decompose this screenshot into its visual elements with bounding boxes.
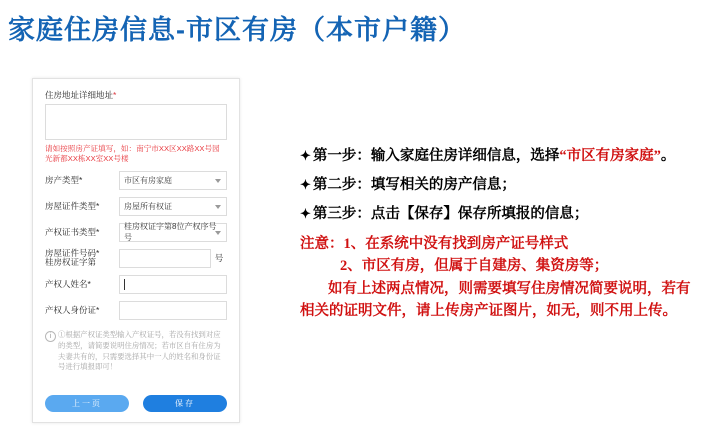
form-note-text: ①根据产权证类型输入产权证号，若没有找到对应的类型，请简要说明住房情况；若市区自有住房为夫妻共有的，只需要选择其中一人的姓名和身份证号进行填报即可！ [58, 330, 221, 372]
form-button-row [45, 395, 227, 412]
cert-number-input[interactable] [119, 249, 211, 268]
field-row-ownership-type [45, 223, 227, 242]
ownership-type-label: 产权证书类型* [45, 226, 100, 237]
notice-line-2: 2、市区有房，但属于自建房、集资房等； [340, 258, 609, 275]
cert-type-select[interactable] [119, 197, 227, 216]
instruction-step-1: ✦ 第一步：输入家庭住房详细信息，选择“市区有房家庭”。 [300, 148, 676, 164]
field-row-cert-number [45, 249, 227, 269]
field-row-owner-name [45, 275, 227, 294]
cert-number-suffix: 号 [214, 253, 224, 264]
notice-paragraph: 如有上述两点情况，则需要填写住房情况简要说明，若有相关的证明文件，请上传房产证图片，如无，则不用上传。 [300, 280, 691, 320]
cert-number-label: 房屋证件号码* 桂房权证字第 [45, 247, 100, 268]
save-button[interactable]: 保存 [143, 395, 227, 412]
address-required-mark: * [113, 90, 117, 100]
field-row-cert-type [45, 197, 227, 216]
owner-name-input[interactable] [119, 275, 227, 294]
address-warning-text: 请如按照房产证填写，如：南宁市XX区XX路XX号园光新都XX栋XX室XX号楼 [45, 144, 220, 164]
instruction-step-2: ✦ 第二步：填写相关的房产信息； [300, 177, 516, 193]
info-icon: i [45, 331, 56, 342]
owner-id-label: 产权人身份证* [45, 305, 100, 316]
address-label-text: 住房地址详细地址 [45, 90, 114, 100]
cert-type-label: 房屋证件类型* [45, 200, 100, 211]
address-textarea[interactable] [45, 104, 227, 140]
field-row-owner-id [45, 301, 227, 320]
text-cursor [124, 279, 125, 290]
ownership-type-select[interactable] [119, 223, 227, 242]
bullet-icon: ✦ [300, 148, 311, 163]
cert-number-prefix: 桂房权证字第 [45, 257, 97, 268]
notice-block [300, 233, 692, 323]
bullet-icon: ✦ [300, 206, 311, 221]
form-note [45, 330, 227, 373]
owner-id-input[interactable] [119, 301, 227, 320]
bullet-icon: ✦ [300, 177, 311, 192]
page-title: 家庭住房信息-市区有房（本市户籍） [8, 15, 466, 45]
house-type-label: 房产类型* [45, 174, 83, 185]
address-label [45, 89, 227, 101]
house-type-value: 市区有房家庭 [124, 175, 172, 185]
instructions-panel [300, 142, 692, 323]
cert-type-value: 房屋所有权证 [124, 201, 172, 211]
field-row-house-type [45, 171, 227, 190]
notice-line-1: 注意：1、在系统中没有找到房产证号样式 [300, 236, 569, 252]
housing-form-panel [32, 78, 240, 423]
ownership-type-value: 桂房权证字第8位产权序号号 [124, 222, 217, 242]
owner-name-label: 产权人姓名* [45, 279, 91, 290]
house-type-select[interactable] [119, 171, 227, 190]
instruction-step-3: ✦ 第三步：点击【保存】保存所填报的信息； [300, 206, 589, 222]
step1-highlight: “市区有房家庭” [559, 148, 661, 164]
prev-page-button[interactable]: 上一页 [45, 395, 129, 412]
